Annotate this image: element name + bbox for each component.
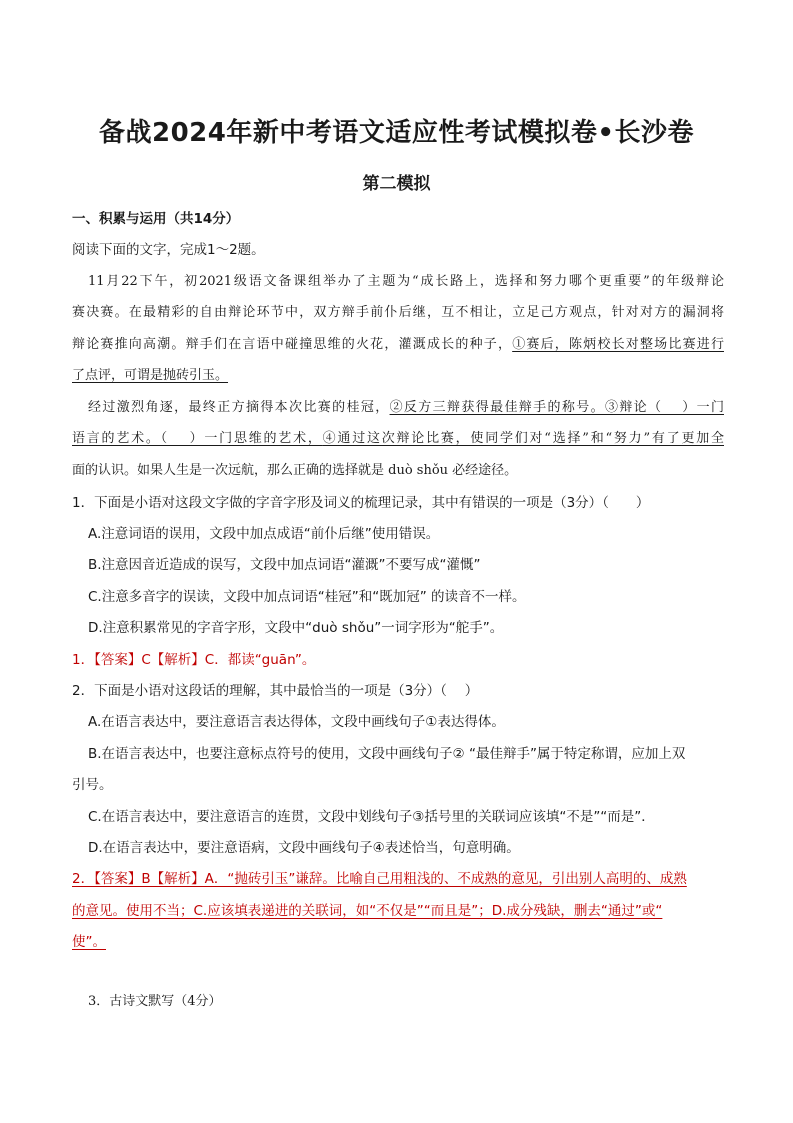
passage-line: 11月22下午，初2021级语文备课组举办了主题为“成长路上，选择和努力哪个更重要”的年级辩论 bbox=[88, 274, 724, 289]
passage-line bbox=[72, 427, 724, 446]
passage-text: 辩论赛推向高潮。辩手们在言语中碰撞思维的火花，灌溉成长的种子， bbox=[72, 337, 513, 352]
question-1-option-c: C.注意多音字的误读，文段中加点词语“桂冠”和“既加冠” 的读音不一样。 bbox=[88, 589, 526, 605]
question-2-answer-cont: 使”。 bbox=[72, 934, 106, 950]
passage-line: 面的认识。如果人生是一次远航，那么正确的选择就是 duò shǒu 必经途径。 bbox=[72, 463, 518, 478]
reading-instruction: 阅读下面的文字，完成1～2题。 bbox=[72, 242, 265, 258]
question-1-stem: 1．下面是小语对这段文字做的字音字形及词义的梳理记录，其中有错误的一项是（3分）（ ） bbox=[72, 495, 650, 511]
underlined-sentence-1-end: 了点评，可谓是抛砖引玉。 bbox=[72, 368, 229, 383]
question-2-answer-cont: 的意见。使用不当；C.应该填表递进的关联词，如“不仅是”“而且是”；D.成分残缺，删去“通过”或“ bbox=[72, 903, 663, 919]
question-1-option-d: D.注意积累常见的字音字形，文段中“duò shǒu”一词字形为“舵手”。 bbox=[88, 620, 504, 636]
passage-line bbox=[88, 396, 724, 415]
question-2-option-b: B.在语言表达中，也要注意标点符号的使用，文段中画线句子② “最佳辩手”属于特定称谓，应加上双 bbox=[88, 746, 686, 762]
question-1-option-b: B.注意因音近造成的误写，文段中加点词语“灌溉”不要写成“灌慨” bbox=[88, 557, 481, 573]
question-2-option-c: C.在语言表达中，要注意语言的连贯，文段中划线句子③括号里的关联词应该填“不是”“而是”． bbox=[88, 809, 655, 825]
question-1-answer: 1．【答案】C【解析】C．都读“guān”。 bbox=[72, 652, 316, 668]
section-heading: 一、积累与运用（共14分） bbox=[72, 211, 240, 227]
question-2-option-d: D.在语言表达中，要注意语病，文段中画线句子④表述恰当，句意明确。 bbox=[88, 840, 520, 856]
page-subtitle: 第二模拟 bbox=[362, 174, 431, 194]
passage-line: 赛决赛。在最精彩的自由辩论环节中，双方辩手前仆后继，互不相让，立足己方观点，针对对方的漏洞将 bbox=[72, 305, 724, 320]
underlined-sentence-2-3: ②反方三辩获得最佳辩手的称号。③辩论（ ）一门 bbox=[389, 400, 724, 415]
question-1-option-a: A.注意词语的误用，文段中加点成语“前仆后继”使用错误。 bbox=[88, 526, 440, 542]
question-2-option-b-cont: 引号。 bbox=[72, 777, 113, 793]
question-2-answer: 2．【答案】B【解析】A．“抛砖引玉”谦辞。比喻自己用粗浅的、不成熟的意见，引出别人高明的、成熟 bbox=[72, 871, 687, 887]
underlined-sentence-1: ①赛后，陈炳校长对整场比赛进行 bbox=[512, 337, 724, 352]
passage-line bbox=[72, 364, 724, 383]
question-2-stem: 2．下面是小语对这段话的理解，其中最恰当的一项是（3分）（ ） bbox=[72, 683, 479, 699]
underlined-sentence-4: ④通过这次辩论比赛，使同学们对“选择”和“努力”有了更加全 bbox=[322, 431, 724, 446]
passage-line bbox=[72, 333, 724, 352]
question-2-option-a: A.在语言表达中，要注意语言表达得体，文段中画线句子①表达得体。 bbox=[88, 714, 505, 730]
underlined-sentence-3-end: 语言的艺术。（ ）一门思维的艺术， bbox=[72, 431, 323, 446]
passage-text: 经过激烈角逐，最终正方摘得本次比赛的桂冠， bbox=[88, 400, 390, 415]
question-3-stem: 3．古诗文默写（4分） bbox=[88, 994, 222, 1009]
page-title: 备战2024年新中考语文适应性考试模拟卷•长沙卷 bbox=[99, 118, 694, 148]
